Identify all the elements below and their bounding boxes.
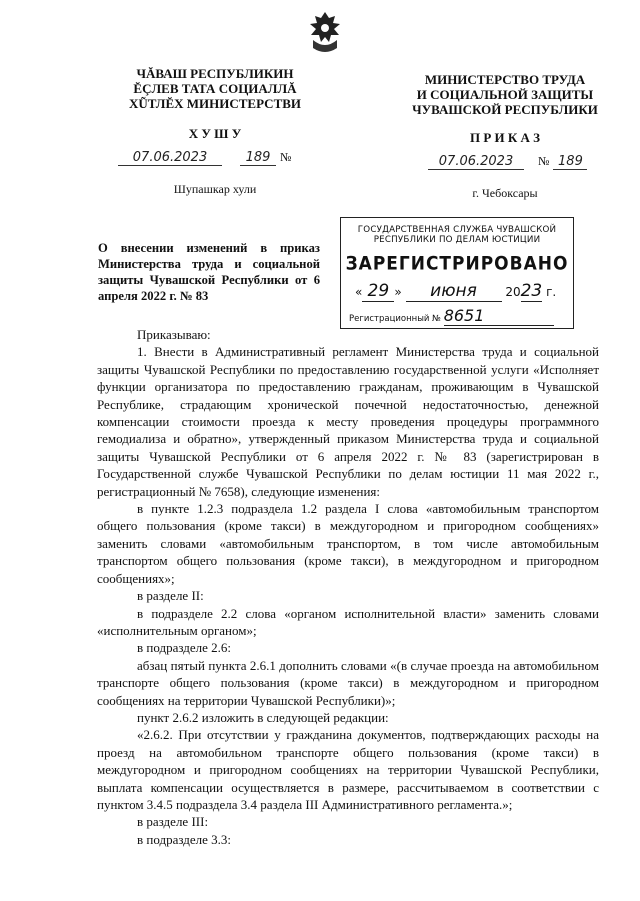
- right-date-number: [428, 152, 618, 170]
- stamp-date: « 29 » июня 2023 г.: [355, 281, 557, 301]
- left-number: 189: [240, 150, 276, 166]
- right-doc-type: П Р И К А З: [469, 130, 541, 145]
- registration-stamp: [340, 217, 574, 329]
- paragraph: Приказываю:: [137, 327, 211, 342]
- paragraph: 1. Внести в Административный регламент Министерства труда и социальной защиты Чувашской Республики по предоставлению государственной услуги «Исполняет функции организатора по предоставлению гражданам, проживающим в Чувашской Республике, страдающим хронической почечной недостаточностью, денежной компенсации стоимости проезда к месту проведения процедуры программного гемодиализа и обратно», утвержденный приказом Министерства труда и социальной защиты Чувашской Республики от 6 апреля 2022 г. № 83 (зарегистрирован в Государственной службе Чувашской Республики по делам юстиции 11 мая 2022 г., регистрационный № 7658), следующие изменения:: [97, 344, 599, 499]
- paragraph: «2.6.2. При отсутствии у гражданина документов, подтверждающих расходы на проезд на автомобильном транспорте общего пользования (кроме такси) в междугородном и пригородном сообщениях на территории Чувашской Республики, выплата компенсации осуществляется в размере, рассчитываемом в соответствии с пунктом 3.4.5 подраздела 3.4 раздела III Административного регламента.»;: [97, 727, 599, 812]
- right-city: г. Чебоксары: [472, 186, 538, 200]
- left-header-org: ЧĂВАШ РЕСПУБЛИКИН ĔÇЛЕВ ТАТА СОЦИАЛЛĂ ХŨТЛĔХ МИНИСТЕРСТВИ: [128, 66, 302, 111]
- paragraph: пункт 2.6.2 изложить в следующей редакции:: [137, 709, 389, 725]
- order-body: [97, 326, 599, 848]
- paragraph: в разделе II:: [137, 588, 204, 604]
- right-number: 189: [553, 154, 587, 170]
- left-date: 07.06.2023: [118, 150, 222, 166]
- left-date-number: [118, 148, 318, 166]
- paragraph: в подразделе 2.6:: [137, 640, 232, 656]
- right-date: 07.06.2023: [428, 154, 524, 170]
- paragraph: в разделе III:: [137, 814, 209, 830]
- left-city: Шупашкар хули: [173, 182, 257, 196]
- stamp-agency: ГОСУДАРСТВЕННАЯ СЛУЖБА ЧУВАШСКОЙ РЕСПУБЛИКИ ПО ДЕЛАМ ЮСТИЦИИ: [357, 225, 557, 245]
- paragraph: в подразделе 3.3:: [137, 831, 232, 847]
- right-number-sign: №: [538, 154, 550, 168]
- paragraph: абзац пятый пункта 2.6.1 дополнить словами «(в случае проезда на автомобильном транспорте общего пользования (кроме такси) в междугородном и пригородном сообщениях на территории Чувашской Республики)»;: [97, 657, 599, 708]
- left-number-sign: №: [280, 150, 292, 164]
- left-doc-type: Х У Ш У: [188, 126, 242, 141]
- document-title: О внесении изменений в приказ Министерства труда и социальной защиты Чувашской Республики от 6 апреля 2022 г. № 83: [98, 241, 320, 303]
- stamp-reg-number: Регистрационный № 8651: [349, 306, 567, 326]
- coat-of-arms-emblem: [303, 10, 347, 58]
- right-header-org: МИНИСТЕРСТВО ТРУДА И СОЦИАЛЬНОЙ ЗАЩИТЫ ЧУВАШСКОЙ РЕСПУБЛИКИ: [412, 72, 598, 117]
- stamp-registered: ЗАРЕГИСТРИРОВАНО: [345, 253, 569, 275]
- paragraph: в пункте 1.2.3 подраздела 1.2 раздела I слова «автомобильным транспортом общего пользования (кроме такси) в междугородном и пригородном сообщениях» заменить словами «автомобильным транспортом, в том числе автомобильным транспортом общего пользования (кроме такси), в междугородном и пригородном сообщениях»;: [97, 501, 599, 586]
- paragraph: в подразделе 2.2 слова «органом исполнительной власти» заменить словами «исполнительным органом»;: [97, 605, 599, 638]
